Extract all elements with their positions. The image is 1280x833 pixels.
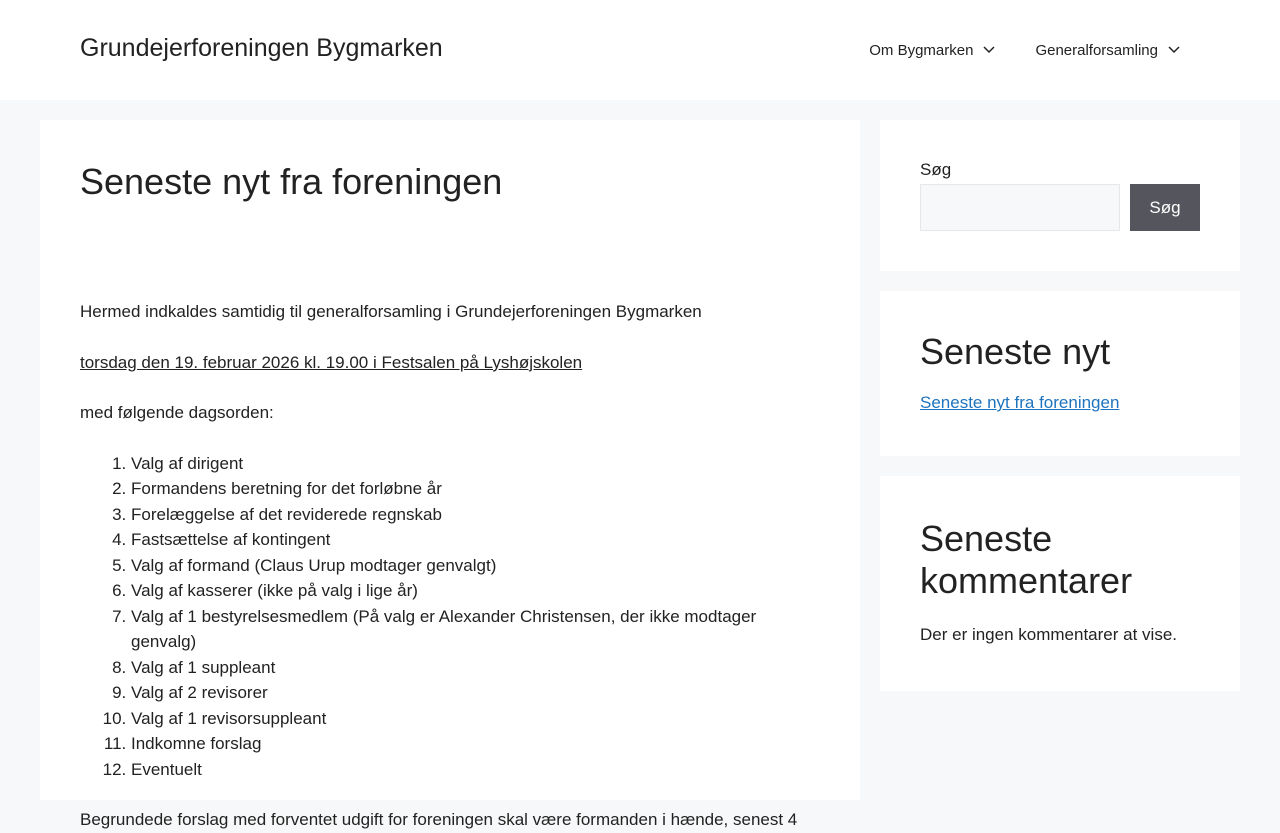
- agenda-item: 6. Valg af kasserer (ikke på valg i lige år): [131, 578, 820, 604]
- search-label: Søg: [920, 160, 952, 179]
- recent-comments-widget: [880, 476, 1240, 691]
- nav-item-label: Generalforsamling: [1035, 41, 1158, 59]
- search-button[interactable]: Søg: [1130, 184, 1200, 231]
- agenda-item: 9. Valg af 2 revisorer: [131, 680, 820, 706]
- chevron-down-icon: [983, 46, 995, 54]
- search-row: [920, 184, 1200, 231]
- agenda-item: 7. Valg af 1 bestyrelsesmedlem (På valg er Alexander Christensen, der ikke modtager genvalg): [131, 604, 820, 655]
- nav-item-label: Om Bygmarken: [869, 41, 974, 59]
- sidebar: [880, 120, 1240, 711]
- recent-news-title: Seneste nyt: [920, 331, 1111, 372]
- agenda-intro: med følgende dagsorden:: [80, 403, 274, 423]
- entry-content: [80, 299, 820, 833]
- agenda-list: [80, 451, 820, 783]
- site-title-link[interactable]: Grundejerforeningen Bygmarken: [80, 34, 443, 62]
- site-header: [0, 0, 1280, 100]
- agenda-item: 12. Eventuelt: [131, 757, 820, 783]
- main-navigation: [849, 0, 1200, 100]
- no-comments-text: Der er ingen kommentarer at vise.: [920, 625, 1177, 645]
- chevron-down-icon: [1168, 46, 1180, 54]
- search-widget: [880, 120, 1240, 271]
- recent-news-widget: [880, 291, 1240, 456]
- agenda-item: 3. Forelæggelse af det reviderede regnskab: [131, 502, 820, 528]
- agenda-item: 4. Fastsættelse af kontingent: [131, 527, 820, 553]
- search-input[interactable]: [920, 184, 1120, 231]
- main-content: [40, 120, 860, 830]
- page-title: Seneste nyt fra foreningen: [80, 161, 503, 202]
- nav-item-om-bygmarken[interactable]: [849, 42, 1015, 59]
- meeting-date-line: torsdag den 19. februar 2026 kl. 19.00 i Festsalen på Lyshøjskolen: [80, 352, 583, 372]
- recent-news-link[interactable]: Seneste nyt fra foreningen: [920, 393, 1120, 413]
- agenda-item: 10. Valg af 1 revisorsuppleant: [131, 706, 820, 732]
- nav-item-generalforsamling[interactable]: [1015, 42, 1200, 59]
- agenda-item: 2. Formandens beretning for det forløbne år: [131, 476, 820, 502]
- agenda-item: 8. Valg af 1 suppleant: [131, 655, 820, 681]
- agenda-item: 11. Indkomne forslag: [131, 731, 820, 757]
- agenda-item: 5. Valg af formand (Claus Urup modtager genvalgt): [131, 553, 820, 579]
- agenda-item: 1. Valg af dirigent: [131, 451, 820, 477]
- proposal-deadline-paragraph: Begrundede forslag med forventet udgift for foreningen skal være formanden i hænde, senest 4: [80, 810, 798, 830]
- recent-comments-title: Seneste kommentarer: [920, 518, 1133, 602]
- intro-paragraph: Hermed indkaldes samtidig til generalforsamling i Grundejerforeningen Bygmarken: [80, 302, 702, 322]
